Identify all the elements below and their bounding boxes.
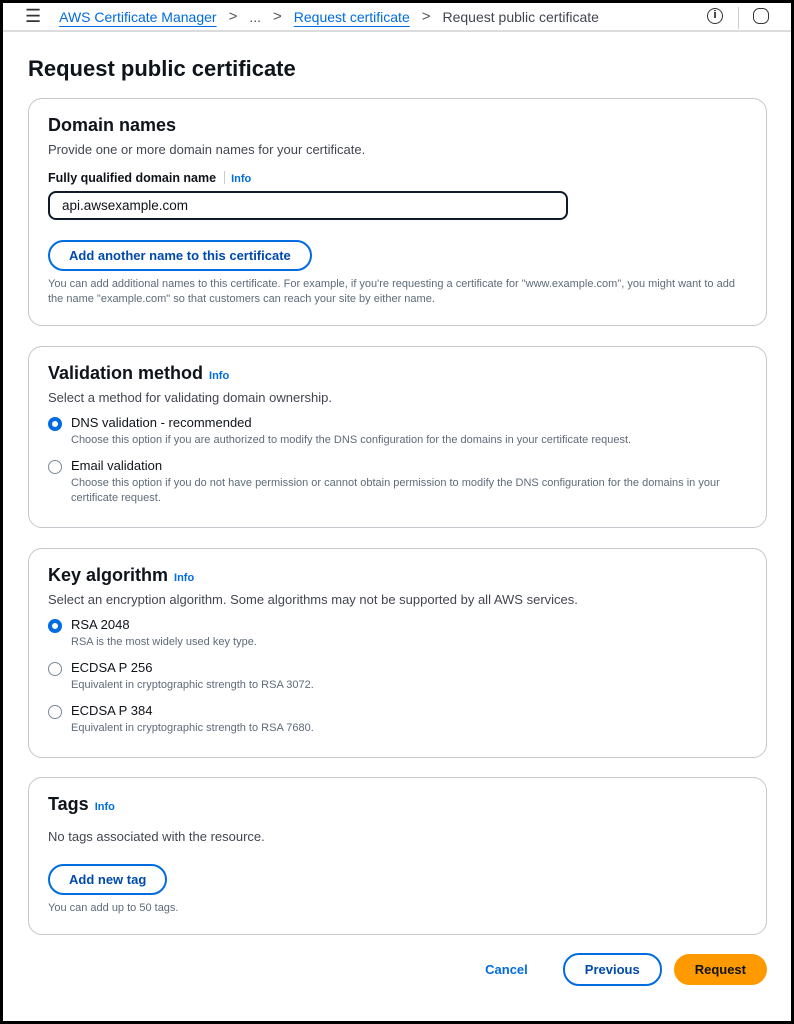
- chevron-right-icon: >: [273, 8, 282, 25]
- radio-dns-validation[interactable]: [48, 415, 747, 448]
- radio-email-validation[interactable]: [48, 458, 747, 506]
- key-algorithm-panel: [28, 548, 767, 758]
- radio-ecdsa-p256[interactable]: [48, 660, 747, 693]
- panel-description: Provide one or more domain names for your certificate.: [48, 142, 366, 157]
- option-description: RSA is the most widely used key type.: [71, 636, 257, 648]
- previous-button[interactable]: Previous: [563, 953, 662, 986]
- panel-title: Key algorithm: [48, 565, 169, 585]
- radio-rsa-2048[interactable]: [48, 617, 747, 650]
- notifications-shield-icon[interactable]: [753, 8, 769, 24]
- breadcrumb-ellipsis[interactable]: ...: [249, 8, 262, 25]
- radio-ecdsa-p384[interactable]: [48, 703, 747, 736]
- radio-button[interactable]: [48, 460, 62, 474]
- divider: [738, 7, 739, 29]
- page-title: Request public certificate: [28, 56, 296, 81]
- info-link[interactable]: Info: [94, 801, 115, 813]
- add-new-tag-button[interactable]: Add new tag: [48, 864, 167, 895]
- no-tags-text: No tags associated with the resource.: [48, 829, 265, 844]
- hamburger-menu-icon[interactable]: ☰: [25, 6, 42, 26]
- page: [3, 3, 791, 1021]
- info-link[interactable]: Info: [174, 572, 195, 584]
- chevron-right-icon: >: [421, 8, 431, 25]
- tags-panel: [28, 777, 767, 935]
- field-label: [48, 171, 747, 185]
- option-label: RSA 2048: [71, 617, 130, 632]
- cancel-button[interactable]: Cancel: [485, 962, 528, 977]
- option-description: Equivalent in cryptographic strength to RSA 7680.: [71, 722, 314, 734]
- option-description: Choose this option if you are authorized to modify the DNS configuration for the domains in your certificate request.: [71, 434, 632, 446]
- radio-button[interactable]: [48, 619, 62, 633]
- info-link[interactable]: Info: [209, 370, 230, 382]
- panel-description: Select an encryption algorithm. Some algorithms may not be supported by all AWS services.: [48, 592, 578, 607]
- hint-text: You can add up to 50 tags.: [48, 902, 179, 914]
- radio-button[interactable]: [48, 705, 62, 719]
- panel-title: Domain names: [48, 115, 177, 135]
- option-description: Equivalent in cryptographic strength to RSA 3072.: [71, 679, 314, 691]
- breadcrumb-current: Request public certificate: [442, 8, 599, 25]
- chevron-right-icon: >: [228, 8, 238, 25]
- hint-text: You can add additional names to this certificate. For example, if you're requesting a certificate for "www.example.com", you might want to add the name "example.com" so that customers can reach your site by either name.: [48, 278, 735, 305]
- info-circle-icon[interactable]: i: [707, 8, 723, 24]
- fqdn-input[interactable]: api.awsexample.com: [48, 191, 568, 220]
- panel-title: Tags: [48, 794, 89, 814]
- radio-button[interactable]: [48, 417, 62, 431]
- breadcrumb-acm[interactable]: AWS Certificate Manager: [59, 8, 217, 25]
- domain-names-panel: [28, 98, 767, 326]
- option-label: DNS validation - recommended: [71, 415, 252, 430]
- request-button[interactable]: Request: [674, 954, 767, 985]
- form-actions: [485, 953, 767, 986]
- fqdn-label: Fully qualified domain name: [48, 171, 217, 185]
- radio-button[interactable]: [48, 662, 62, 676]
- option-label: ECDSA P 256: [71, 660, 153, 675]
- top-nav: [3, 3, 791, 32]
- option-label: Email validation: [71, 458, 163, 473]
- panel-description: Select a method for validating domain ownership.: [48, 390, 332, 405]
- validation-method-panel: [28, 346, 767, 528]
- add-another-name-button[interactable]: Add another name to this certificate: [48, 240, 312, 271]
- panel-title: Validation method: [48, 363, 204, 383]
- option-label: ECDSA P 384: [71, 703, 153, 718]
- option-description: Choose this option if you do not have permission or cannot obtain permission to modify the DNS configuration for the domains in your certificate request.: [71, 477, 720, 504]
- breadcrumb-request-certificate[interactable]: Request certificate: [293, 8, 410, 25]
- info-link[interactable]: Info: [231, 173, 252, 185]
